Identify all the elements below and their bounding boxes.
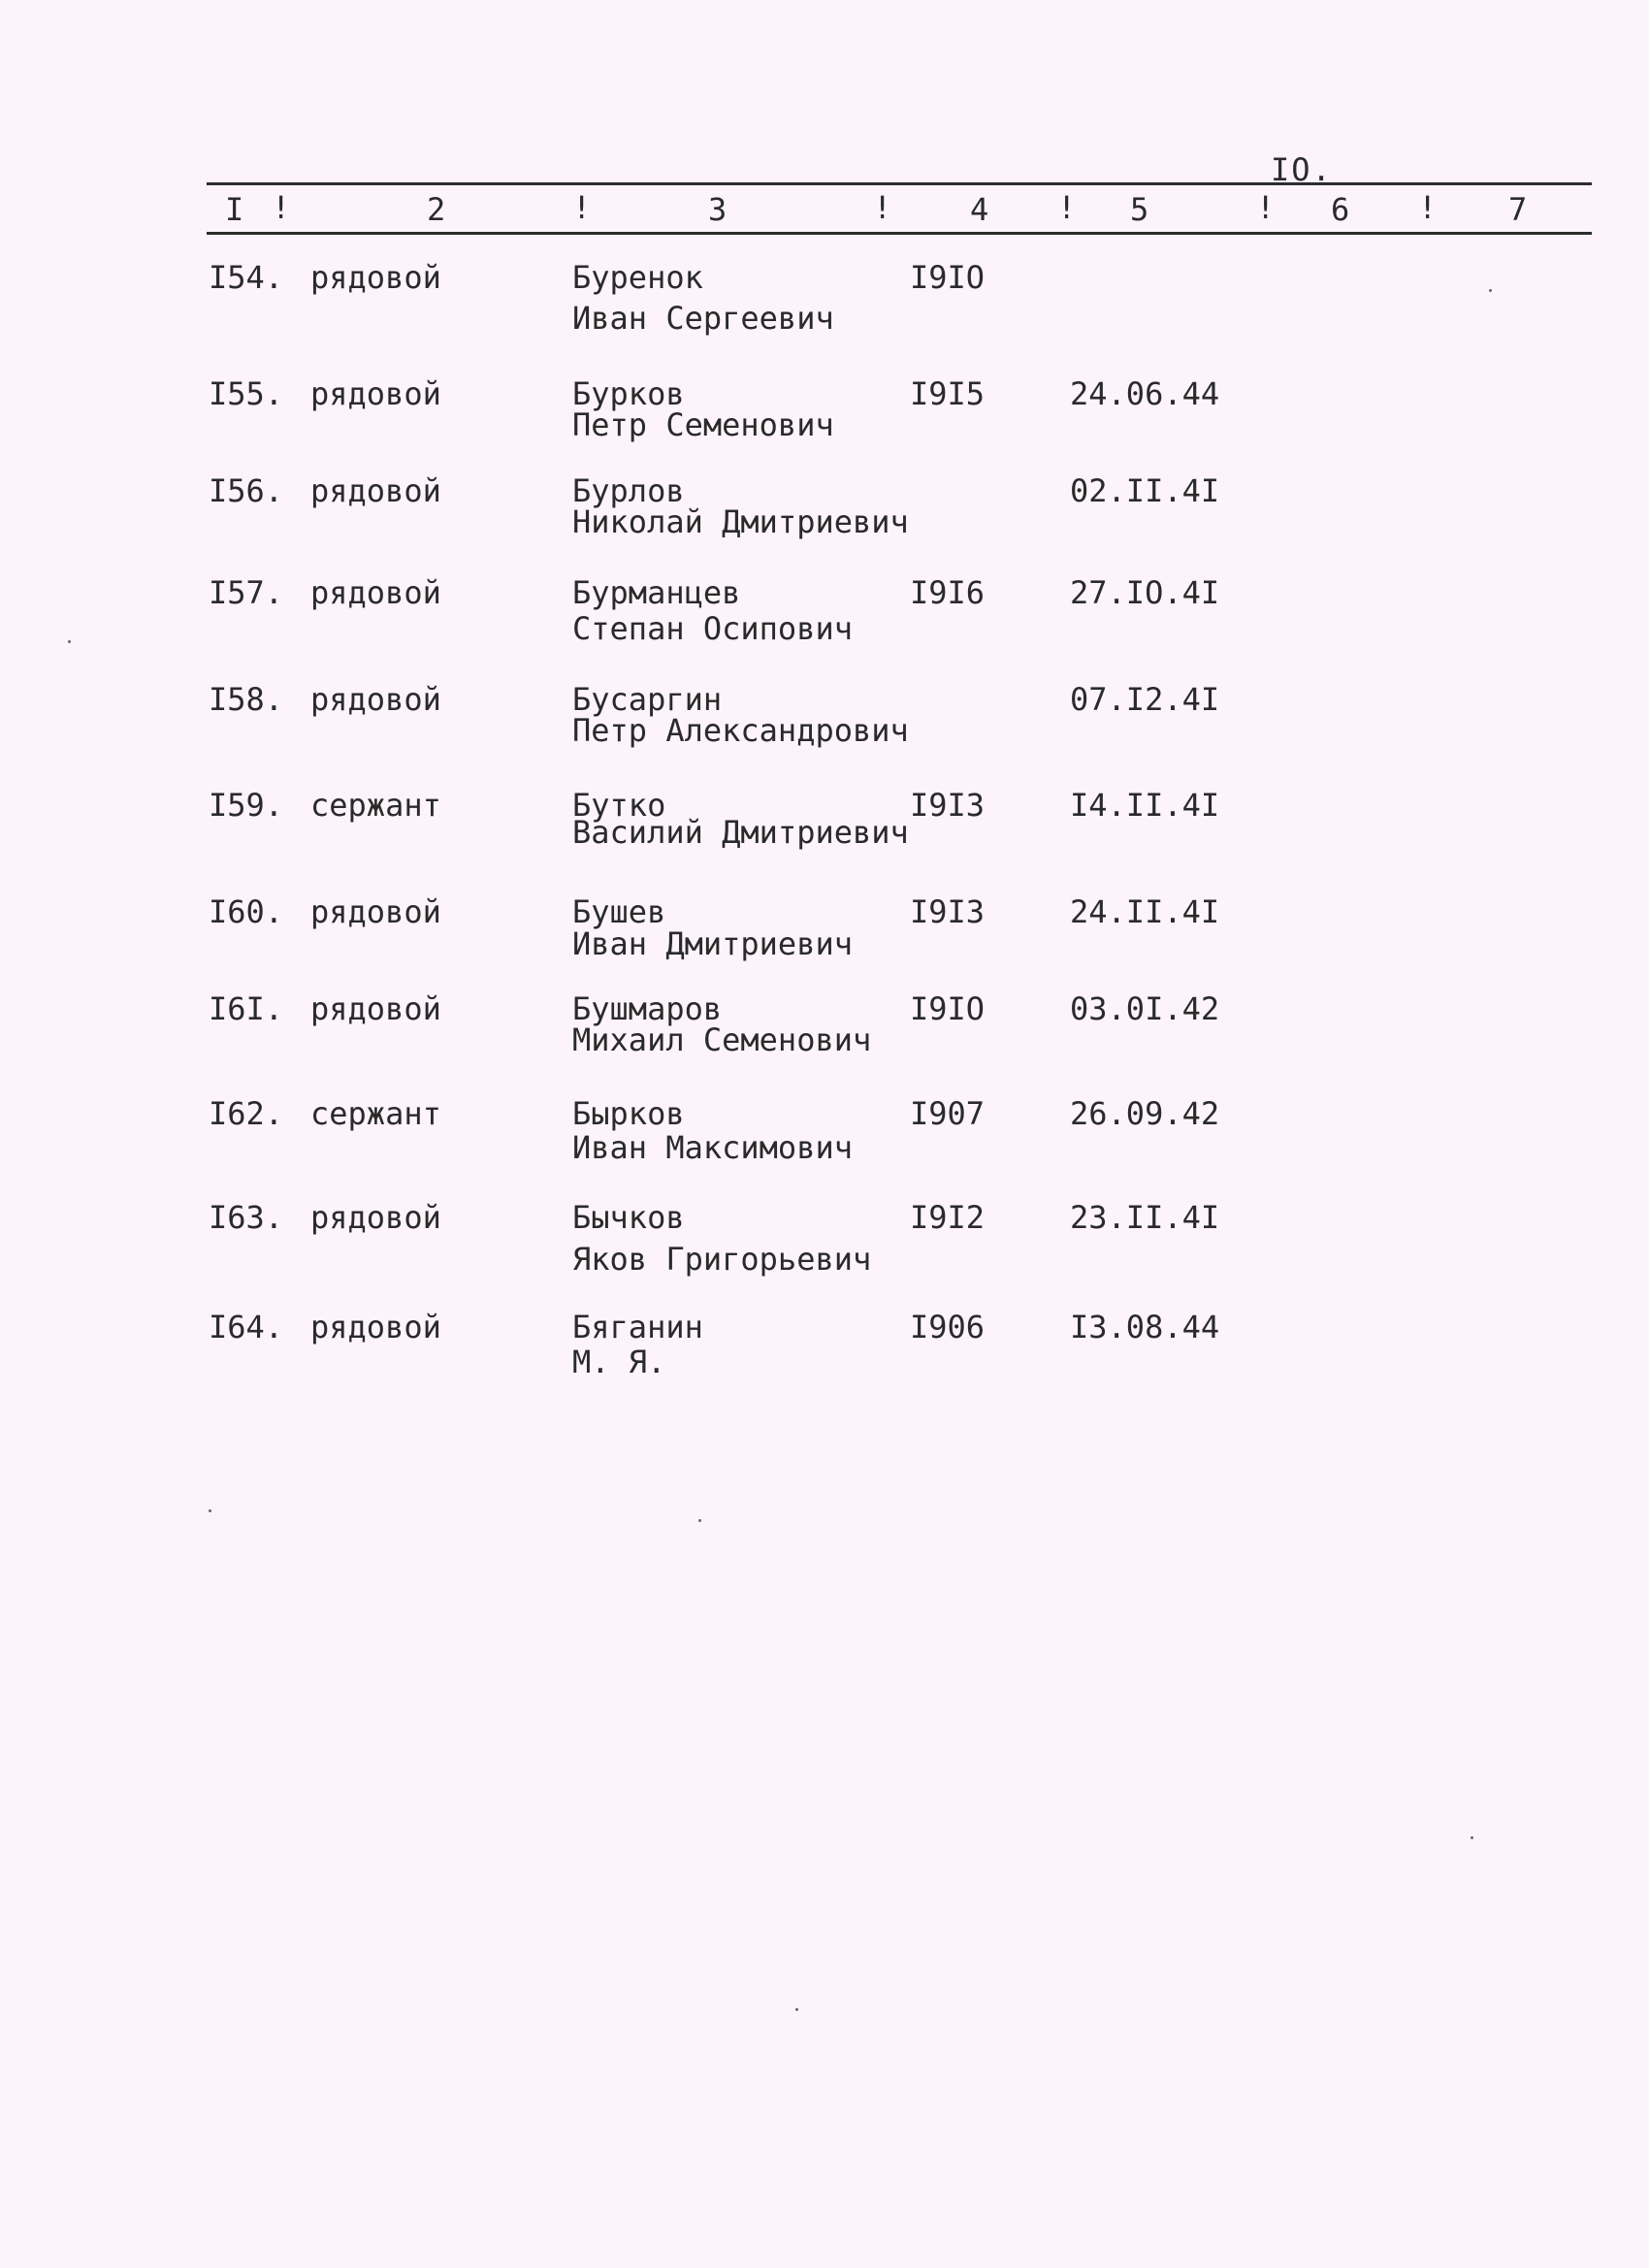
- given-names: М. Я.: [572, 1344, 666, 1380]
- column-separator: !: [1256, 189, 1276, 226]
- given-names: Иван Сергеевич: [572, 300, 834, 337]
- given-names: Степан Осипович: [572, 610, 853, 647]
- rank: рядовой: [310, 375, 441, 412]
- given-names: Яков Григорьевич: [572, 1241, 872, 1278]
- column-header-4: 4: [970, 191, 989, 228]
- row-number: I59.: [209, 787, 284, 824]
- rank: рядовой: [310, 472, 441, 509]
- given-names: Петр Семенович: [572, 406, 834, 443]
- column-separator: !: [572, 189, 592, 226]
- row-number: I55.: [209, 375, 284, 412]
- rank: рядовой: [310, 893, 441, 930]
- date: 24.06.44: [1070, 375, 1220, 412]
- surname: Быркoв: [572, 1095, 685, 1132]
- given-names: Иван Дмитриевич: [572, 925, 853, 962]
- date: I4.II.4I: [1070, 787, 1220, 824]
- date: 07.I2.4I: [1070, 681, 1220, 718]
- column-separator: !: [272, 189, 291, 226]
- column-header-6: 6: [1331, 191, 1350, 228]
- birth-year: I9I5: [910, 375, 986, 412]
- rank: рядовой: [310, 259, 441, 296]
- column-separator: !: [1418, 189, 1438, 226]
- given-names: Иван Максимович: [572, 1129, 853, 1166]
- date: I3.08.44: [1070, 1309, 1220, 1345]
- row-number: I60.: [209, 893, 284, 930]
- surname: Бушмаров: [572, 990, 723, 1027]
- birth-year: I9I3: [910, 893, 986, 930]
- rank: рядовой: [310, 1199, 441, 1236]
- surname: Бурманцев: [572, 574, 741, 611]
- column-header-2: 2: [427, 191, 446, 228]
- date: 24.II.4I: [1070, 893, 1220, 930]
- column-header-3: 3: [708, 191, 728, 228]
- date: 26.09.42: [1070, 1095, 1220, 1132]
- scan-speck: [1489, 289, 1492, 292]
- column-separator: !: [1057, 189, 1077, 226]
- surname: Бушев: [572, 893, 666, 930]
- birth-year: I9IO: [910, 259, 986, 296]
- rank: рядовой: [310, 990, 441, 1027]
- row-number: I56.: [209, 472, 284, 509]
- date: 27.IO.4I: [1070, 574, 1220, 611]
- given-names: Николай Дмитриевич: [572, 503, 909, 540]
- birth-year: I9I3: [910, 787, 986, 824]
- rank: рядовой: [310, 1309, 441, 1345]
- surname: Бурлов: [572, 472, 685, 509]
- column-header-1: I: [225, 191, 244, 228]
- scan-speck: [209, 1509, 211, 1512]
- row-number: I57.: [209, 574, 284, 611]
- given-names: Петр Александрович: [572, 712, 909, 749]
- header-bottom-rule: [207, 232, 1592, 235]
- birth-year: I9IO: [910, 990, 986, 1027]
- surname: Бутко: [572, 787, 666, 824]
- row-number: I58.: [209, 681, 284, 718]
- birth-year: I907: [910, 1095, 986, 1132]
- surname: Буренок: [572, 259, 703, 296]
- date: 02.II.4I: [1070, 472, 1220, 509]
- scan-speck: [68, 640, 71, 643]
- rank: сержант: [310, 1095, 441, 1132]
- rank: сержант: [310, 787, 441, 824]
- rank: рядовой: [310, 574, 441, 611]
- column-header-5: 5: [1130, 191, 1149, 228]
- birth-year: I9I2: [910, 1199, 986, 1236]
- column-separator: !: [873, 189, 892, 226]
- rank: рядовой: [310, 681, 441, 718]
- scan-speck: [1471, 1836, 1473, 1839]
- given-names: Василий Дмитриевич: [572, 814, 909, 851]
- birth-year: I9I6: [910, 574, 986, 611]
- scan-speck: [698, 1519, 701, 1522]
- row-number: I54.: [209, 259, 284, 296]
- date: 03.0I.42: [1070, 990, 1220, 1027]
- date: 23.II.4I: [1070, 1199, 1220, 1236]
- birth-year: I906: [910, 1309, 986, 1345]
- surname: Бяганин: [572, 1309, 703, 1345]
- row-number: I62.: [209, 1095, 284, 1132]
- page-number: IO.: [1271, 151, 1333, 188]
- surname: Бусаргин: [572, 681, 723, 718]
- given-names: Михаил Семенович: [572, 1021, 872, 1058]
- header-top-rule: [207, 182, 1592, 185]
- row-number: I63.: [209, 1199, 284, 1236]
- surname: Бычков: [572, 1199, 685, 1236]
- row-number: I64.: [209, 1309, 284, 1345]
- column-header-7: 7: [1508, 191, 1528, 228]
- surname: Бурков: [572, 375, 685, 412]
- scan-speck: [795, 2008, 798, 2011]
- row-number: I6I.: [209, 990, 284, 1027]
